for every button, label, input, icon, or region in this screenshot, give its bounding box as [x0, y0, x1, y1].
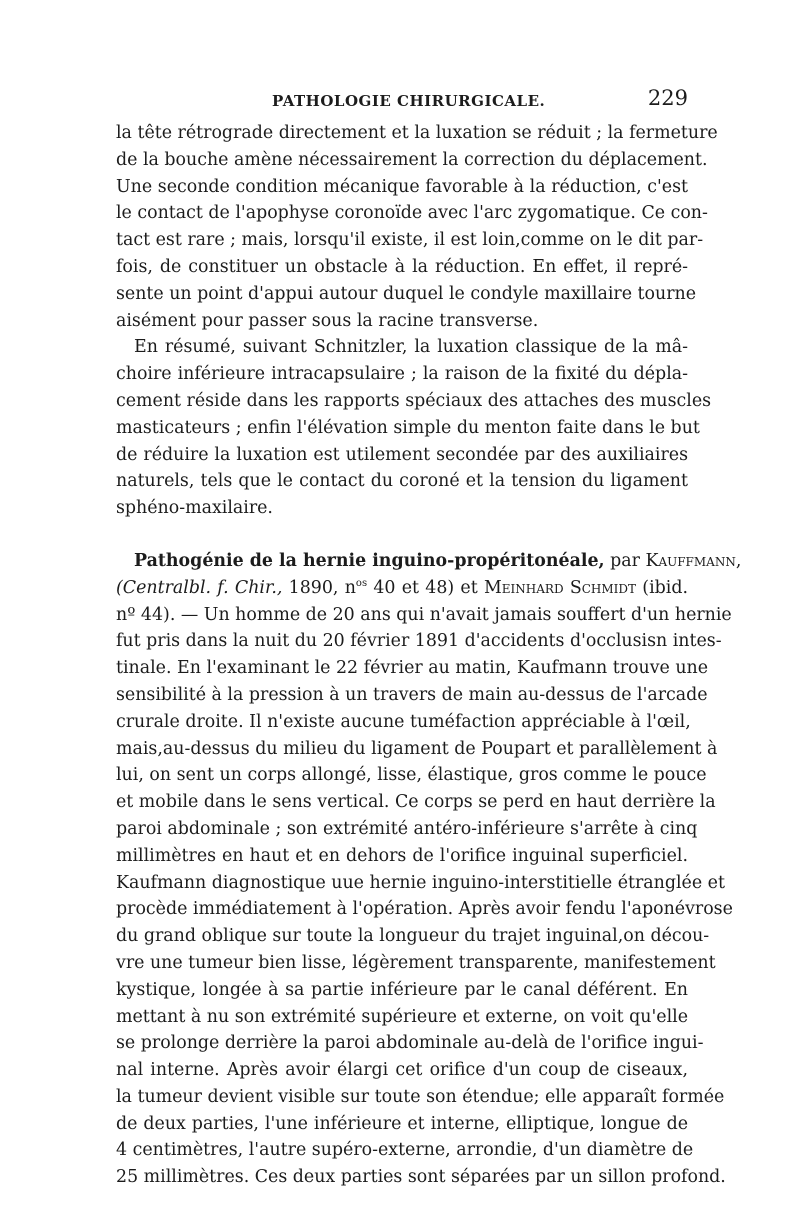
- text-line: 25 millimètres. Ces deux parties sont séparées par un sillon profond.: [116, 1167, 726, 1188]
- text-line: sensibilité à la pression à un travers de main au-dessus de l'arcade: [116, 684, 708, 705]
- text-line: de la bouche amène nécessairement la correction du déplacement.: [116, 149, 708, 170]
- text-line: le contact de l'apophyse coronoïde avec l'arc zygomatique. Ce con-: [116, 203, 708, 224]
- text-line: sente un point d'appui autour duquel le condyle maxillaire tourne: [116, 283, 696, 304]
- page-number: 229: [647, 86, 688, 110]
- text-line: de réduire la luxation est utilement secondée par des auxiliaires: [116, 444, 688, 465]
- section-heading-line: [116, 548, 742, 575]
- text-line: paroi abdominale ; son extrémité antéro-inférieure s'arrête à cinq: [116, 818, 698, 839]
- text-line: de deux parties, l'une inférieure et interne, elliptique, longue de: [116, 1113, 688, 1134]
- text-line: aisément pour passer sous la racine transverse.: [116, 310, 539, 331]
- text-line: fut pris dans la nuit du 20 février 1891 d'accidents d'occlusisn intes-: [116, 631, 722, 652]
- text-line: vre une tumeur bien lisse, légèrement transparente, manifestement: [116, 952, 716, 973]
- author-name: Meinhard Schmidt: [483, 577, 637, 598]
- text-fragment: par: [604, 550, 646, 571]
- text-line: se prolonge derrière la paroi abdominale au-delà de l'orifice ingui-: [116, 1033, 704, 1054]
- text-line: Kaufmann diagnostique uue hernie inguino-interstitielle étranglée et: [116, 872, 725, 893]
- text-fragment: 40 et 48) et: [367, 577, 484, 598]
- text-line: nº 44). — Un homme de 20 ans qui n'avait jamais souffert d'un hernie: [116, 604, 732, 625]
- text-fragment: (ibid.: [636, 577, 688, 598]
- running-head: [116, 86, 688, 120]
- text-line: Une seconde condition mécanique favorable à la réduction, c'est: [116, 176, 688, 197]
- journal-title: (Centralbl. f. Chir.,: [116, 577, 283, 598]
- section-gap: [116, 522, 688, 548]
- text-line: du grand oblique sur toute la longueur du trajet inguinal,on décou-: [116, 926, 710, 947]
- text-line: En résumé, suivant Schnitzler, la luxation classique de la mâ-: [134, 337, 688, 358]
- text-line: kystique, longée à sa partie inférieure par le canal déférent. En: [116, 979, 688, 1000]
- text-line: naturels, tels que le contact du coroné et la tension du ligament: [116, 471, 688, 492]
- paragraph-summary: [116, 334, 712, 522]
- superscript: os: [355, 577, 368, 589]
- text-line: lui, on sent un corps allongé, lisse, élastique, gros comme le pouce: [116, 765, 707, 786]
- text-line: crurale droite. Il n'existe aucune tuméfaction appréciable à l'œil,: [116, 711, 691, 732]
- text-line: masticateurs ; enfin l'élévation simple du menton faite dans le but: [116, 417, 700, 438]
- section-heading: Pathogénie de la hernie inguino-propéritonéale,: [134, 550, 605, 571]
- text-line: mettant à nu son extrémité supérieure et externe, on voit qu'elle: [116, 1006, 688, 1027]
- text-line: fois, de constituer un obstacle à la réduction. En effet, il repré-: [116, 256, 688, 277]
- running-title: PATHOLOGIE CHIRURGICALE.: [272, 92, 546, 110]
- text-fragment: 1890, n: [282, 577, 356, 598]
- text-line: sphéno-maxilaire.: [116, 498, 273, 519]
- author-name: Kauffmann,: [645, 550, 742, 571]
- text-line: 4 centimètres, l'autre supéro-externe, arrondie, d'un diamètre de: [116, 1140, 694, 1161]
- text-line: la tumeur devient visible sur toute son étendue; elle apparaît formée: [116, 1086, 725, 1107]
- text-line: tinale. En l'examinant le 22 février au matin, Kaufmann trouve une: [116, 658, 709, 679]
- book-page: [116, 86, 742, 1191]
- text-line: procède immédiatement à l'opération. Après avoir fendu l'aponévrose: [116, 899, 733, 920]
- citation-line: [116, 575, 688, 602]
- text-line: nal interne. Après avoir élargi cet orifice d'un coup de ciseaux,: [116, 1060, 688, 1081]
- text-line: et mobile dans le sens vertical. Ce corps se perd en haut derrière la: [116, 792, 716, 813]
- text-line: choire inférieure intracapsulaire ; la raison de la fixité du dépla-: [116, 364, 688, 385]
- text-line: cement réside dans les rapports spéciaux des attaches des muscles: [116, 390, 712, 411]
- section-hernia: [116, 548, 742, 1191]
- paragraph-luxation-mechanics: [116, 120, 718, 334]
- text-line: mais,au-dessus du milieu du ligament de Poupart et parallèlement à: [116, 738, 718, 759]
- text-line: millimètres en haut et en dehors de l'orifice inguinal superficiel.: [116, 845, 688, 866]
- text-line: la tête rétrograde directement et la luxation se réduit ; la fermeture: [116, 123, 718, 143]
- text-line: tact est rare ; mais, lorsqu'il existe, il est loin,comme on le dit par-: [116, 230, 704, 251]
